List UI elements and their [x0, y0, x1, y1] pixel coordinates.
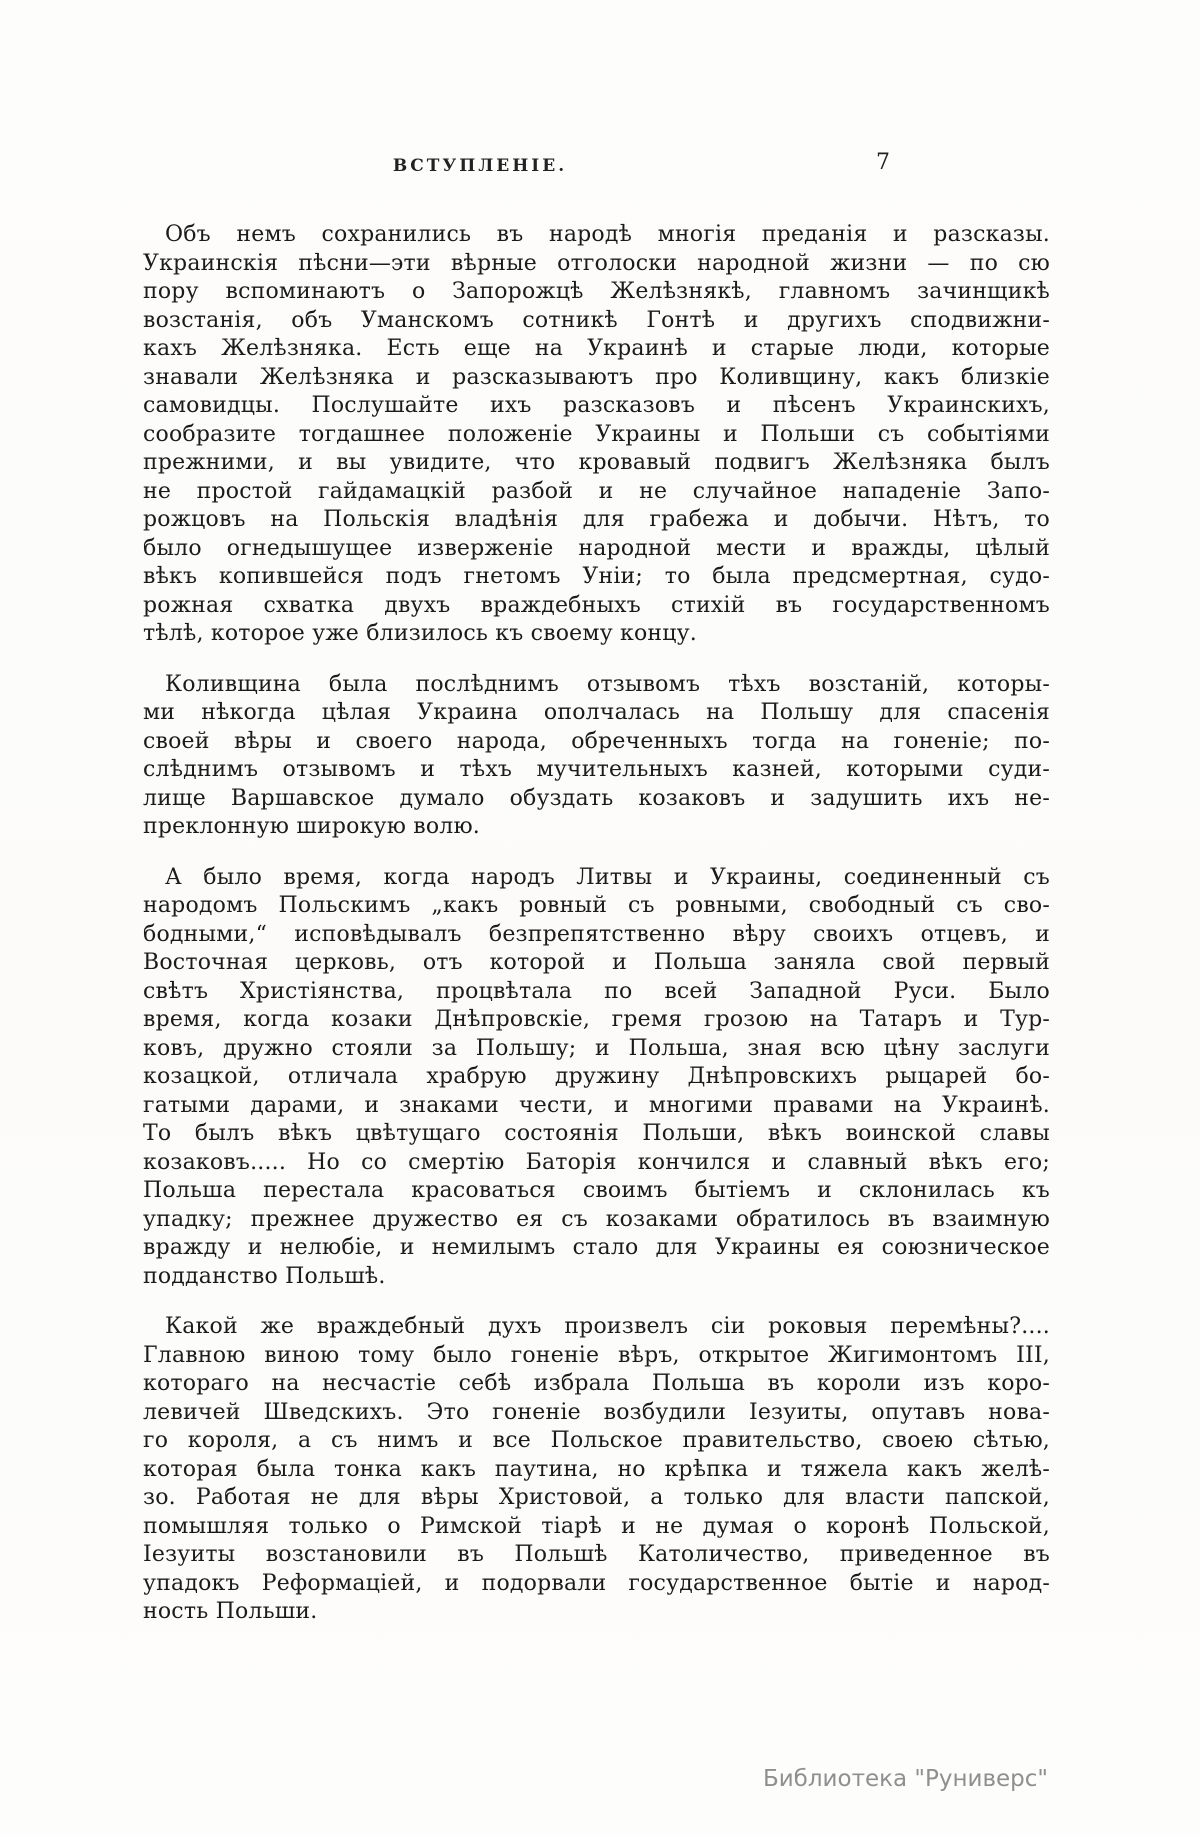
paragraph [143, 671, 1050, 842]
text-line: Объ немъ сохранились въ народѣ многія преданія и разсказы. [165, 222, 1050, 247]
paragraph [143, 864, 1050, 1292]
text-line: упадку; прежнее дружество ея съ козаками обратилось въ взаимную [143, 1206, 1050, 1232]
library-watermark: Библиотека "Руниверс" [762, 1766, 1048, 1792]
text-line: ми нѣкогда цѣлая Украина ополчалась на Польшу для спасенія [143, 700, 1050, 725]
text-line: было огнедышущее изверженіе народной мести и вражды, цѣлый [143, 535, 1050, 561]
text-line: То былъ вѣкъ цвѣтущаго состоянія Польши, вѣкъ воинской славы [143, 1121, 1050, 1146]
text-line: вражду и нелюбіе, и немилымъ стало для Украины ея союзническое [143, 1235, 1050, 1260]
text-line: подданство Польшѣ. [143, 1263, 386, 1289]
text-line: Какой же враждебный духъ произвелъ сіи роковыя перемѣны?.... [165, 1314, 1050, 1339]
paragraph [143, 221, 1050, 649]
text-line: козацкой, отличала храбрую дружину Днѣпровскихъ рыцарей бо- [143, 1064, 1050, 1089]
text-line: помышляя только о Римской тіарѣ и не думая о коронѣ Польской, [143, 1513, 1050, 1539]
text-line: Іезуиты возстановили въ Польшѣ Католичество, приведенное въ [143, 1542, 1050, 1567]
text-line: преклонную широкую волю. [143, 814, 480, 839]
text-line: Украинскія пѣсни—эти вѣрные отголоски народной жизни — по сю [143, 250, 1050, 276]
text-line: А было время, когда народъ Литвы и Украины, соединенный съ [165, 864, 1050, 890]
text-line: зо. Работая не для вѣры Христовой, а только для власти папской, [143, 1485, 1050, 1510]
text-line: знавали Желѣзняка и разсказываютъ про Коливщину, какъ близкіе [143, 364, 1050, 390]
text-line: пору вспоминаютъ о Запорожцѣ Желѣзнякѣ, главномъ зачинщикѣ [143, 279, 1050, 304]
text-line: которая была тонка какъ паутина, но крѣпка и тяжела какъ желѣ- [143, 1456, 1050, 1482]
text-line: ность Польши. [143, 1599, 318, 1624]
text-line: Коливщина была послѣднимъ отзывомъ тѣхъ возстаній, которы- [165, 671, 1050, 697]
text-line: левичей Шведскихъ. Это гоненіе возбудили Іезуиты, опутавъ нова- [143, 1399, 1050, 1425]
text-line: свѣтъ Христіянства, процвѣтала по всей Западной Руси. Было [143, 978, 1050, 1004]
text-line: лище Варшавское думало обуздать козаковъ и задушить ихъ не- [143, 785, 1050, 811]
text-line: самовидцы. Послушайте ихъ разсказовъ и пѣсенъ Украинскихъ, [143, 393, 1050, 418]
text-line: ковъ, дружно стояли за Польшу; и Польша, зная всю цѣну заслуги [143, 1035, 1050, 1061]
text-block [143, 221, 1050, 1649]
text-line: рожная схватка двухъ враждебныхъ стихій въ государственномъ [143, 592, 1050, 618]
running-head-title: ВСТУПЛЕНІЕ. [392, 156, 568, 176]
text-line: возстанія, объ Уманскомъ сотникѣ Гонтѣ и другихъ сподвижни- [143, 307, 1050, 333]
text-line: упадокъ Реформаціей, и подорвали государственное бытіе и народ- [143, 1570, 1050, 1596]
text-line: рожцовъ на Польскія владѣнія для грабежа и добычи. Нѣтъ, то [143, 507, 1050, 532]
text-line: не простой гайдамацкій разбой и не случайное нападеніе Запо- [143, 478, 1050, 504]
text-line: народомъ Польскимъ „какъ ровный съ ровными, свободный съ сво- [143, 893, 1050, 918]
text-line: Главною виною тому было гоненіе вѣръ, открытое Жигимонтомъ III, [143, 1342, 1050, 1368]
text-line: гатыми дарами, и знаками чести, и многими правами на Украинѣ. [143, 1092, 1050, 1118]
text-line: котораго на несчастіе себѣ избрала Польша въ короли изъ коро- [143, 1371, 1050, 1396]
text-line: Восточная церковь, отъ которой и Польша заняла свой первый [143, 950, 1050, 975]
text-line: козаковъ..... Но со смертію Баторія кончился и славный вѣкъ его; [143, 1149, 1050, 1175]
text-line: слѣднимъ отзывомъ и тѣхъ мучительныхъ казней, которыми суди- [143, 757, 1050, 782]
page-number: 7 [876, 150, 890, 175]
text-line: кахъ Желѣзняка. Есть еще на Украинѣ и старые люди, которые [143, 336, 1050, 361]
text-line: Польша перестала красоваться своимъ бытіемъ и склонилась къ [143, 1178, 1050, 1203]
text-line: сообразите тогдашнее положеніе Украины и Польши съ событіями [143, 421, 1050, 447]
text-line: прежними, и вы увидите, что кровавый подвигъ Желѣзняка былъ [143, 450, 1050, 475]
text-line: бодными,“ исповѣдывалъ безпрепятственно вѣру своихъ отцевъ, и [143, 921, 1050, 947]
text-line: вѣкъ копившейся подъ гнетомъ Уніи; то была предсмертная, судо- [143, 564, 1050, 589]
text-line: го короля, а съ нимъ и все Польское правительство, своею сѣтью, [143, 1428, 1050, 1453]
text-line: своей вѣры и своего народа, обреченныхъ тогда на гоненіе; по- [143, 728, 1050, 754]
text-line: время, когда козаки Днѣпровскіе, гремя грозою на Татаръ и Тур- [143, 1007, 1050, 1032]
paragraph [143, 1313, 1050, 1627]
text-line: тѣлѣ, которое уже близилось къ своему концу. [143, 621, 697, 646]
